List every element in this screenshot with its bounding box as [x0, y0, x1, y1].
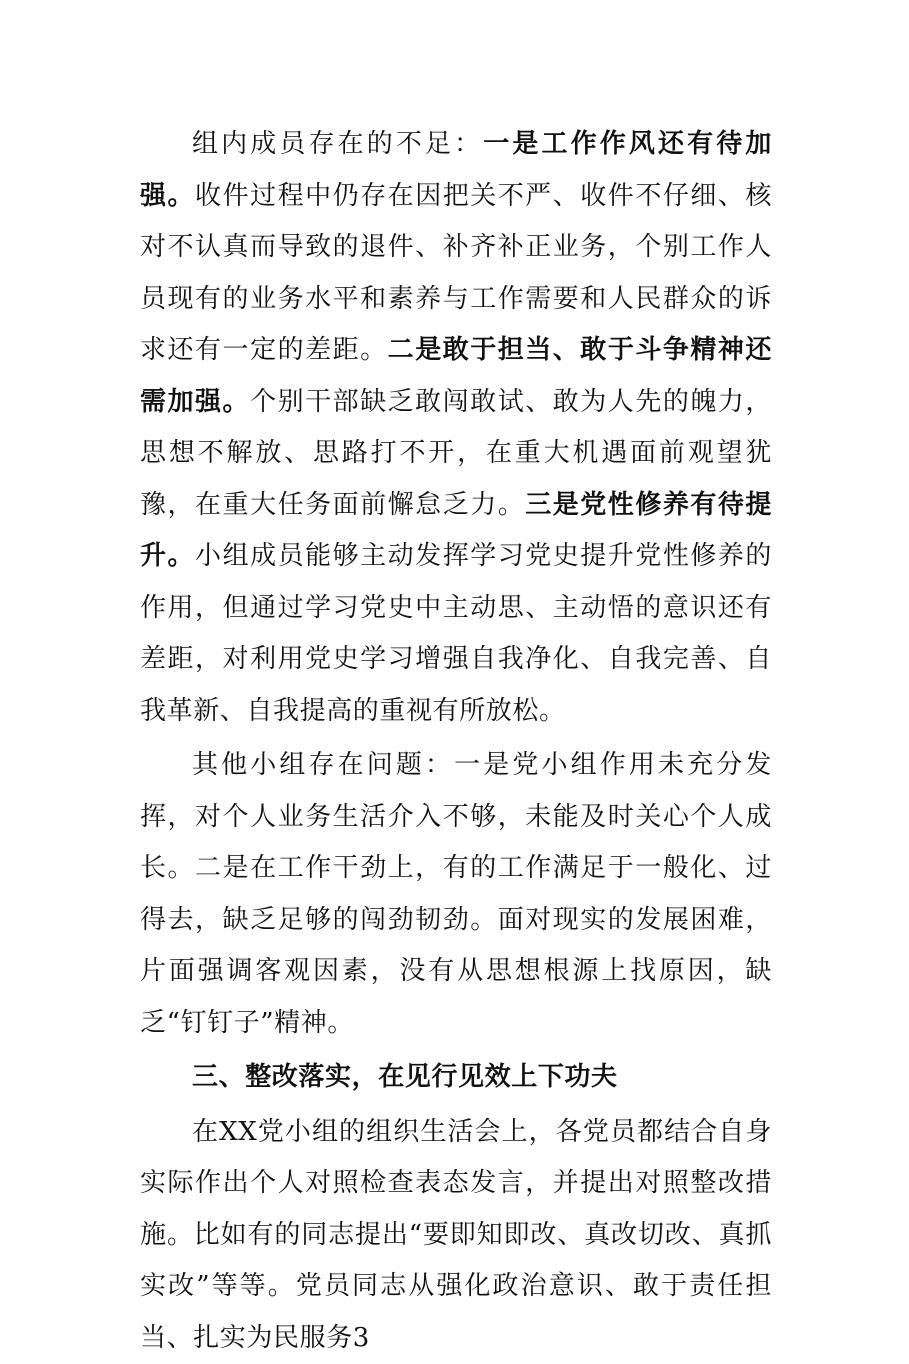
- point-three-heading: 三是党性修养有待提升。: [140, 490, 772, 572]
- point-three-text: 小组成员能够主动发挥学习党史提升党性修养的作用，但通过学习党史中主动思、主动悟的意识还有差距，对利用党史学习增强自我净化、自我完善、自我革新、自我提高的重视有所放松。: [140, 541, 772, 726]
- section-heading: 三、整改落实，在见行见效上下功夫: [140, 1052, 772, 1104]
- point-two-text: 个别干部缺乏敢闯敢试、敢为人先的魄力，思想不解放、思路打不开，在重大机遇面前观望犹豫，在重大任务面前懈怠乏力。: [140, 387, 772, 520]
- paragraph-other-groups: 其他小组存在问题：一是党小组作用未充分发挥，对个人业务生活介入不够，未能及时关心个人成长。二是在工作干劲上，有的工作满足于一般化、过得去，缺乏足够的闯劲韧劲。面对现实的发展困难，片面强调客观因素，没有从思想根源上找原因，缺乏“钉钉子”精神。: [140, 740, 772, 1049]
- point-one-heading: 一是工作作风还有待加强。: [140, 129, 772, 211]
- paragraph-rectification: 在XX党小组的组织生活会上，各党员都结合自身实际作出个人对照检查表态发言，并提出对照整改措施。比如有的同志提出“要即知即改、真改切改、真抓实改”等等。党员同志从强化政治意识、敢于责任担当、扎实为民服务3: [140, 1107, 772, 1364]
- paragraph-shortcomings: [140, 119, 772, 737]
- point-one-text: 收件过程中仍存在因把关不严、收件不仔细、核对不认真而导致的退件、补齐补正业务，个别工作人员现有的业务水平和素养与工作需要和人民群众的诉求还有一定的差距。: [140, 181, 772, 366]
- point-two-heading: 二是敢于担当、敢于斗争精神还需加强。: [140, 335, 772, 417]
- document-page: [140, 119, 772, 1364]
- para1-intro: 组内成员存在的不足：: [192, 129, 483, 159]
